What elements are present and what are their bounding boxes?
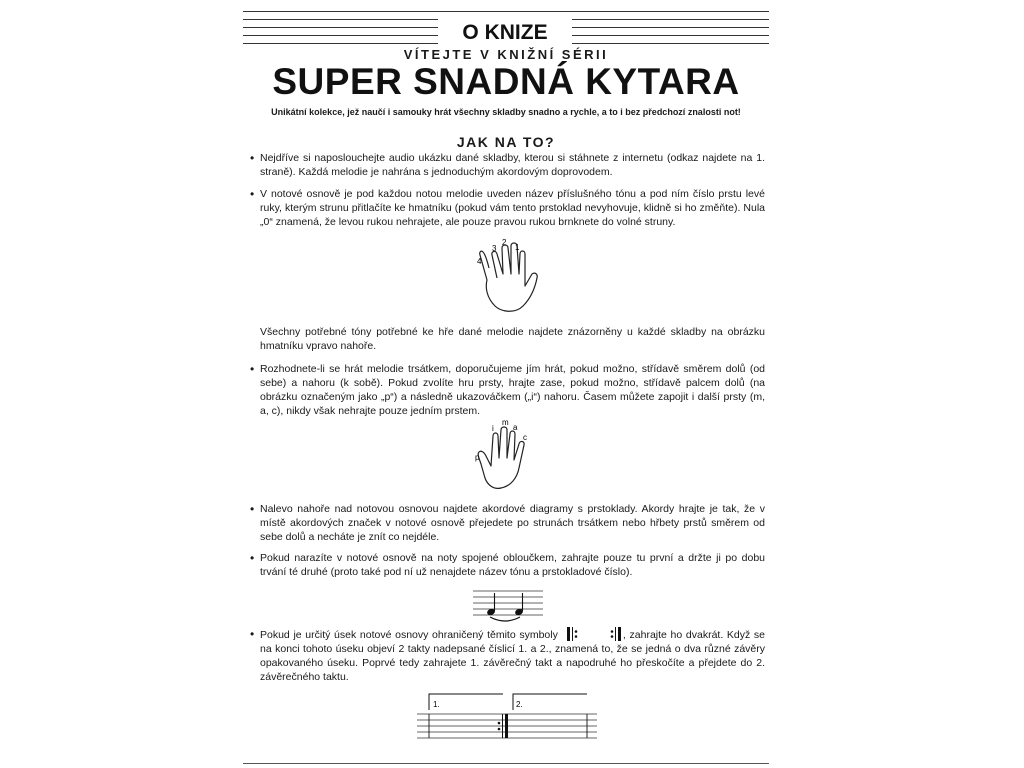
finger-label-a: a: [513, 423, 518, 432]
repeat-end-icon: [609, 627, 623, 641]
repeat-text-end: , zahrajte ho dvakrát. Když se na konci tohoto úseku objeví 2 takty nadepsané číslicí 1. a 2., znamená to, že se jedná o dva různé závěry opakovaného úseku. Poprvé tedy zahrajete 1. závěrečný takt a napodruhé ho přeskočíte a přejdete do 2. závěrečného taktu.: [260, 629, 766, 683]
bullet: •: [250, 151, 255, 165]
main-title: SUPER SNADNÁ KYTARA: [272, 61, 740, 102]
tie-notation-icon: [473, 588, 543, 624]
finger-label-3: 3: [492, 244, 497, 253]
book-page: [243, 0, 769, 768]
paragraph-left-hand: V notové osnově je pod každou notou melodie uveden název příslušného tónu a pod ním číslo prstu levé ruky, kterým strunu přitlačíte ke hmatníku (pokud vám tento prstoklad nevyhovuje, klidně si ho změňte). Nula „0“ znamená, že levou rukou nehrajete, ale pouze pravou rukou brnknete do volné struny.: [260, 188, 765, 228]
bullet: •: [250, 627, 255, 641]
bullet: •: [250, 551, 255, 565]
paragraph-audio: Nejdříve si naposlouchejte audio ukázku dané skladby, kterou si stáhnete z internetu (odkaz najdete na 1. straně). Každá melodie je nahrána s jednoduchým akordovým doprovodem.: [260, 152, 765, 178]
repeat-text-start: Pokud je určitý úsek notové osnovy ohraničený těmito symboly: [260, 629, 558, 641]
paragraph-chords: Nalevo nahoře nad notovou osnovou najdete akordové diagramy s prstoklady. Akordy hrajte je tak, že v místě akordových značek v notové osnově přejedete po strunách trsátkem nebo hřbety prstů směrem od sebe dolů a necháte je znít co nejdéle.: [260, 503, 765, 543]
finger-label-2: 2: [502, 238, 507, 247]
volta-label-2: 2.: [516, 700, 523, 709]
paragraph-fretboard: Všechny potřebné tóny potřebné ke hře dané melodie najdete znázorněny u každé skladby na obrázku hmatníku vpravo nahoře.: [260, 326, 765, 352]
finger-label-c: c: [523, 433, 527, 442]
right-hand-icon: [471, 418, 537, 492]
finger-label-p: p: [475, 453, 480, 462]
finger-label-4: 4: [477, 257, 482, 266]
volta-label-1: 1.: [433, 700, 440, 709]
header-title-box: [438, 16, 572, 50]
bullet: •: [250, 502, 255, 516]
welcome-line: VÍTEJTE V KNIŽNÍ SÉRII: [403, 47, 609, 62]
bullet: •: [250, 187, 255, 201]
header-staff: [243, 11, 769, 45]
finger-label-m: m: [502, 418, 509, 427]
header-title: O KNIZE: [462, 21, 548, 44]
page-bottom-rule: [243, 763, 769, 764]
paragraph-pick: Rozhodnete-li se hrát melodie trsátkem, doporučujeme jím hrát, pokud možno, střídavě směrem dolů (od sebe) a nahoru (k sobě). Pokud zvolíte hru prsty, hrajte zase, pokud možno, střídavě palcem dolů (na obrázku označeným jako „p“) a následně ukazováčkem („i“) nahoru. Časem můžete zapojit i další prsty (m, a, c), nikdy však nehrajte pouze jedním prstem.: [260, 363, 765, 417]
left-hand-icon: [475, 238, 541, 320]
bullet: •: [250, 362, 255, 376]
paragraph-repeat: [260, 627, 765, 684]
section-heading: JAK NA TO?: [456, 134, 556, 150]
repeat-start-icon: [566, 627, 580, 641]
volta-endings-icon: [417, 690, 597, 746]
subtitle: Unikátní kolekce, jež naučí i samouky hrát všechny skladby snadno a rychle, a to i bez předchozí znalosti not!: [271, 107, 741, 117]
finger-label-1: 1: [515, 243, 520, 252]
paragraph-tie: Pokud narazíte v notové osnově na noty spojené obloučkem, zahrajte pouze tu první a držte ji po dobu trvání té druhé (proto také pod ní už nenajdete název tónu a prstokladové číslo).: [260, 552, 765, 578]
finger-label-i: i: [492, 424, 494, 433]
